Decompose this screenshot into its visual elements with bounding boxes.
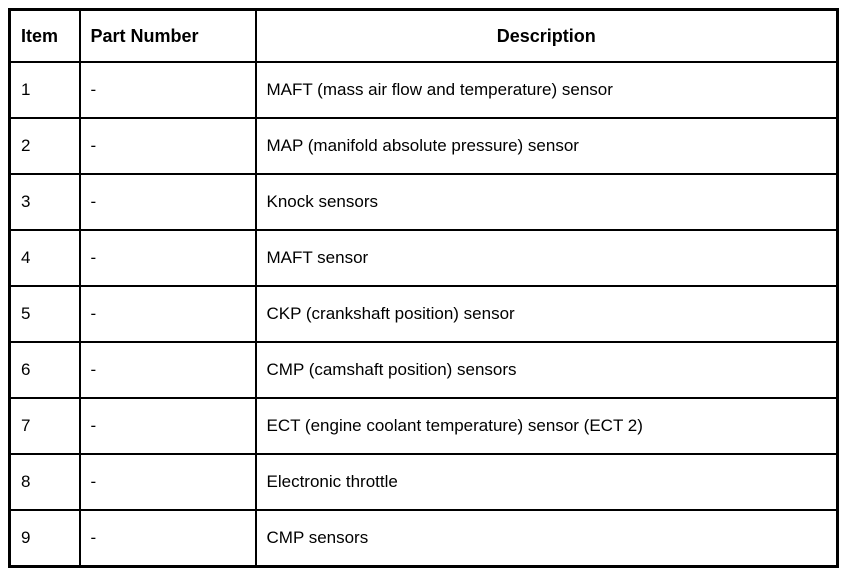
cell-item: 9 [10,510,80,567]
cell-description: MAP (manifold absolute pressure) sensor [256,118,838,174]
table-row [10,510,838,567]
cell-item: 8 [10,454,80,510]
cell-description: MAFT (mass air flow and temperature) sensor [256,62,838,118]
cell-part-number: - [80,118,256,174]
cell-part-number: - [80,398,256,454]
table-row [10,398,838,454]
table-row [10,342,838,398]
cell-item: 3 [10,174,80,230]
table-header-row [10,10,838,63]
table-row [10,174,838,230]
cell-item: 4 [10,230,80,286]
cell-description: Knock sensors [256,174,838,230]
cell-part-number: - [80,174,256,230]
cell-item: 2 [10,118,80,174]
cell-item: 6 [10,342,80,398]
column-header-description: Description [256,10,838,63]
table-body [10,62,838,567]
table-row [10,118,838,174]
column-header-item: Item [10,10,80,63]
parts-table [8,8,839,568]
table-header [10,10,838,63]
cell-description: Electronic throttle [256,454,838,510]
table-row [10,62,838,118]
cell-part-number: - [80,510,256,567]
cell-part-number: - [80,62,256,118]
table-row [10,454,838,510]
table-row [10,230,838,286]
cell-item: 7 [10,398,80,454]
cell-part-number: - [80,454,256,510]
cell-description: CKP (crankshaft position) sensor [256,286,838,342]
cell-part-number: - [80,286,256,342]
cell-item: 1 [10,62,80,118]
cell-description: CMP (camshaft position) sensors [256,342,838,398]
cell-description: ECT (engine coolant temperature) sensor (ECT 2) [256,398,838,454]
cell-description: CMP sensors [256,510,838,567]
cell-part-number: - [80,342,256,398]
column-header-part-number: Part Number [80,10,256,63]
cell-item: 5 [10,286,80,342]
cell-description: MAFT sensor [256,230,838,286]
cell-part-number: - [80,230,256,286]
table-row [10,286,838,342]
